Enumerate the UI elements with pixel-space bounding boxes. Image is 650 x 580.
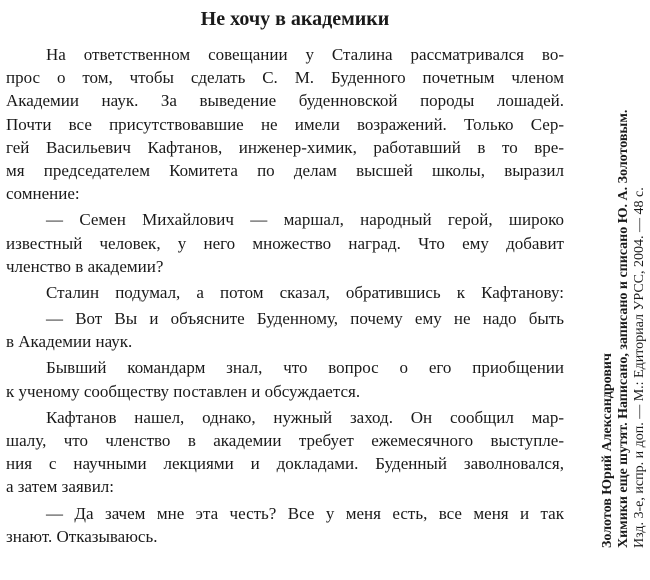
- citation-book: Химики еще шутят. Написано, записано и списано Ю. А. Золотовым.: [616, 109, 631, 548]
- text-line: шалу, что членство в академии требует ежемесячного выступле-: [6, 431, 564, 450]
- text-line: знают. Отказываюсь.: [6, 526, 158, 546]
- text-line: — Семен Михайлович — маршал, народный герой, широко: [46, 210, 564, 230]
- text-line: Академии наук. За выведение буденновской породы лошадей.: [6, 91, 564, 111]
- citation-edition: Изд. 3-е, испр. и доп. — М.: Едиториал УРСС, 2004. — 48 с.: [632, 187, 647, 548]
- text-line: Почти все присутствовавшие не имели возражений. Только Сер-: [6, 114, 564, 134]
- text-line: На ответственном совещании у Сталина рассматривался во-: [46, 45, 564, 64]
- body-text: [6, 43, 564, 548]
- text-line: а затем заявил:: [6, 477, 115, 497]
- text-line: ния с научными лекциями и докладами. Буденный заволновался,: [6, 454, 564, 474]
- text-line: Бывший командарм знал, что вопрос о его приобщении: [46, 358, 564, 378]
- text-line: — Да зачем мне эта честь? Все у меня есть, все меня и так: [46, 503, 564, 523]
- text-line: мя председателем Комитета по делам высшей школы, выразил: [6, 160, 564, 180]
- text-line: Кафтанов нашел, однако, нужный заход. Он сообщил мар-: [46, 407, 564, 427]
- text-line: к ученому сообществу поставлен и обсуждается.: [6, 381, 361, 401]
- text-line: гей Васильевич Кафтанов, инженер-химик, работавший в то вре-: [6, 137, 564, 157]
- text-line: в Академии наук.: [6, 332, 133, 352]
- page-title: Не хочу в академики: [200, 8, 390, 30]
- source-citation: [600, 8, 648, 548]
- text-line: — Вот Вы и объясните Буденному, почему ему не надо быть: [46, 309, 564, 329]
- text-line: прос о том, чтобы сделать С. М. Буденного почетным членом: [6, 68, 564, 88]
- text-line: известный человек, у него множество наград. Что ему добавит: [6, 233, 564, 253]
- text-line: сомнение:: [6, 184, 80, 204]
- text-line: Сталин подумал, а потом сказал, обратившись к Кафтанову:: [46, 282, 564, 302]
- text-line: членство в академии?: [6, 256, 164, 276]
- citation-author: Золотов Юрий Александрович: [600, 353, 615, 548]
